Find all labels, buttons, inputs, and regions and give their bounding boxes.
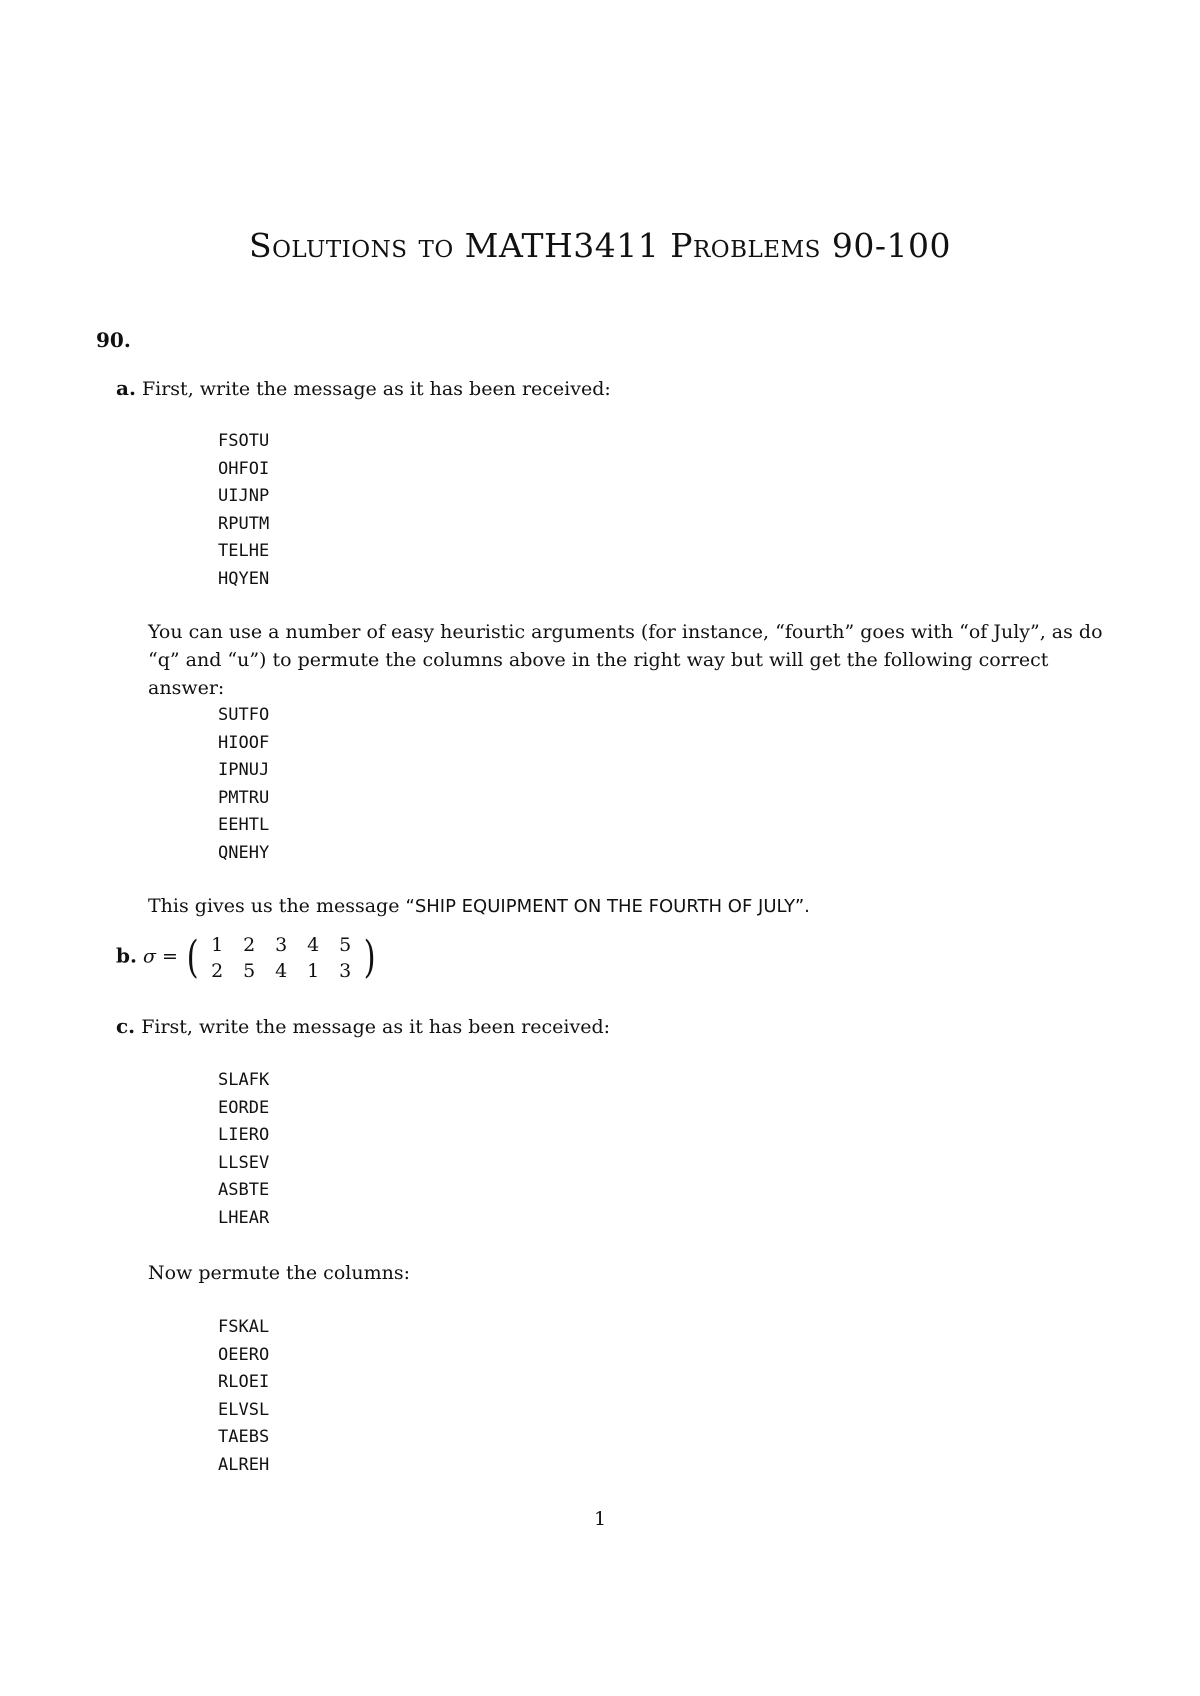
cipher-line: IPNUJ xyxy=(218,760,270,781)
part-c-label: c. xyxy=(116,1014,136,1038)
cipher-line: SLAFK xyxy=(218,1070,270,1090)
decoded-message: “SHIP EQUIPMENT ON THE FOURTH OF JULY”. xyxy=(405,896,810,917)
page-title: Solutions to MATH3411 Problems 90-100 xyxy=(248,226,952,265)
cipher-line: LLSEV xyxy=(218,1152,270,1173)
right-paren-icon: ) xyxy=(363,932,376,983)
matrix-cell: 5 xyxy=(339,933,352,956)
cipher-line: FSOTU xyxy=(218,431,270,451)
part-a-permuted-block xyxy=(218,702,269,868)
part-a-explanation: You can use a number of easy heuristic arguments (for instance, “fourth” goes with “of July”, as do “q” and “u”) to permute the columns above in the right way but will get the following correct answer: xyxy=(148,621,1103,699)
part-c-intro: First, write the message as it has been received: xyxy=(141,1016,611,1038)
matrix-cell: 1 xyxy=(307,959,320,982)
matrix-cell: 2 xyxy=(211,959,224,982)
part-a-label: a. xyxy=(116,376,136,400)
cipher-line: ASBTE xyxy=(218,1180,270,1201)
left-paren-icon: ( xyxy=(186,932,199,983)
cipher-line: EEHTL xyxy=(218,815,270,836)
sigma-symbol: σ = xyxy=(143,945,178,968)
cipher-line: PMTRU xyxy=(218,787,270,808)
cipher-line: RPUTM xyxy=(218,513,270,534)
part-a-line xyxy=(116,374,611,403)
permutation-matrix xyxy=(201,934,361,982)
cipher-line: FSKAL xyxy=(218,1317,270,1337)
matrix-cell: 4 xyxy=(307,933,320,956)
matrix-cell: 4 xyxy=(275,959,288,982)
matrix-cell: 1 xyxy=(211,933,224,956)
part-a-intro: First, write the message as it has been received: xyxy=(141,378,611,400)
cipher-line: SUTFO xyxy=(218,705,270,725)
cipher-line: UIJNP xyxy=(218,486,270,507)
cipher-line: LHEAR xyxy=(218,1207,270,1228)
page-number: 1 xyxy=(593,1508,607,1530)
conclusion-prefix: This gives us the message xyxy=(148,895,400,917)
cipher-line: ELVSL xyxy=(218,1399,270,1420)
matrix-cell: 3 xyxy=(339,959,352,982)
part-c-line xyxy=(116,1012,610,1041)
part-b-permutation xyxy=(116,932,378,983)
cipher-line: HQYEN xyxy=(218,568,270,589)
cipher-line: RLOEI xyxy=(218,1372,270,1393)
part-a-received-block xyxy=(218,428,269,594)
cipher-line: TELHE xyxy=(218,541,270,562)
matrix-cell: 5 xyxy=(243,959,256,982)
problem-number: 90. xyxy=(96,328,131,352)
part-a-conclusion xyxy=(148,892,810,921)
part-c-received-block xyxy=(218,1067,269,1233)
cipher-line: ALREH xyxy=(218,1454,270,1475)
part-c-permute-text: Now permute the columns: xyxy=(148,1262,410,1284)
cipher-line: TAEBS xyxy=(218,1427,270,1448)
cipher-line: EORDE xyxy=(218,1097,270,1118)
cipher-line: QNEHY xyxy=(218,842,270,863)
cipher-line: OHFOI xyxy=(218,458,270,479)
part-b-label: b. xyxy=(116,943,137,968)
cipher-line: OEERO xyxy=(218,1344,270,1365)
cipher-line: HIOOF xyxy=(218,732,270,753)
matrix-cell: 3 xyxy=(275,933,288,956)
part-c-permuted-block xyxy=(218,1314,269,1480)
cipher-line: LIERO xyxy=(218,1125,270,1146)
matrix-cell: 2 xyxy=(243,933,256,956)
